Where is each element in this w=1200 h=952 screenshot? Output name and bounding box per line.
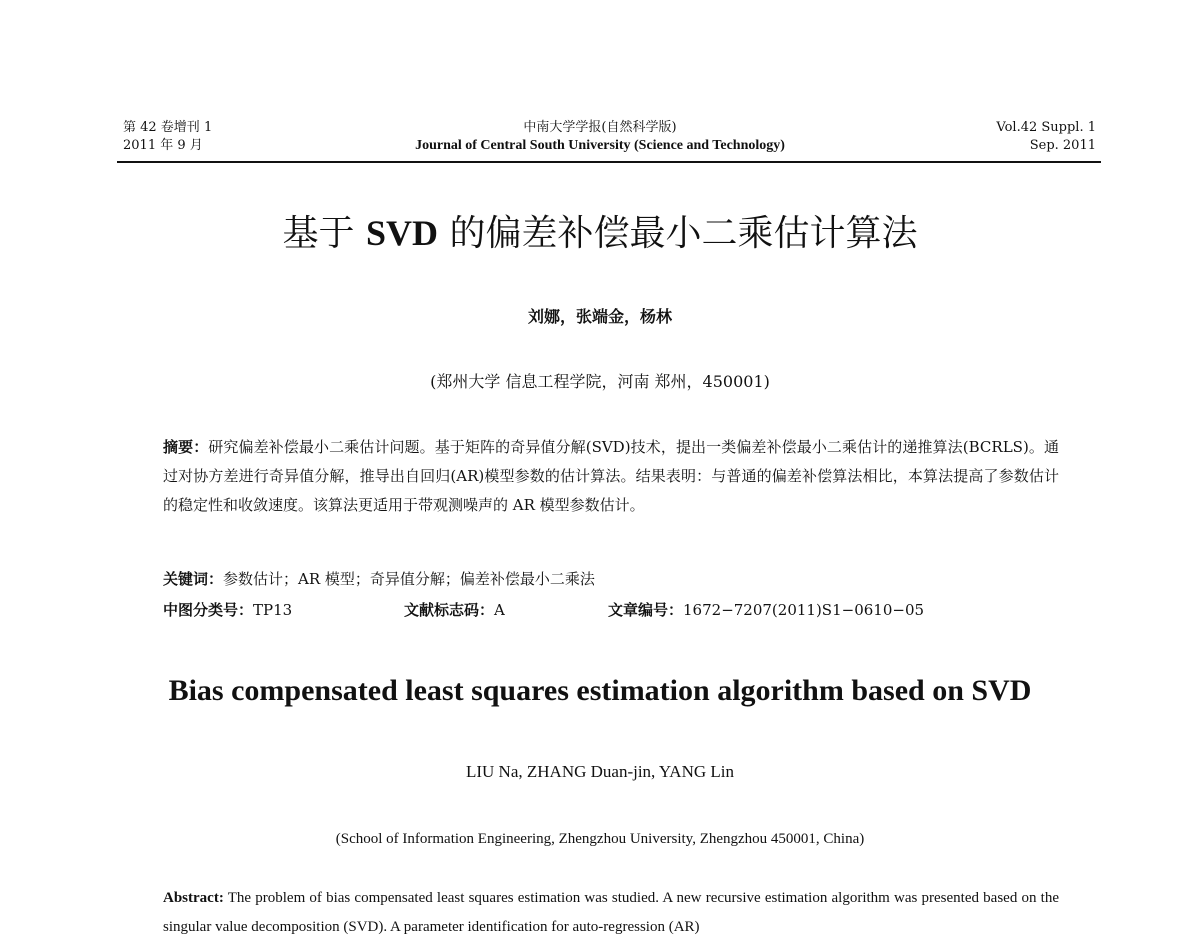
clc-value: TP13	[253, 601, 293, 619]
issue-date: 2011 年 9 月	[123, 138, 203, 153]
issue-info-en	[996, 119, 1096, 155]
title-suffix: 的偏差补偿最小二乘估计算法	[438, 213, 918, 254]
keywords-label-cn: 关键词：	[163, 570, 224, 588]
issue-volume: 第 42 卷增刊 1	[123, 120, 213, 135]
article-number	[608, 598, 924, 622]
document-code	[404, 598, 505, 622]
affiliation-cn: (郑州大学 信息工程学院，河南 郑州，450001)	[430, 372, 770, 391]
issue-info	[123, 119, 212, 155]
issue-volume-en: Vol.42 Suppl. 1	[996, 120, 1096, 135]
affiliation-en: (School of Information Engineering, Zhengzhou University, Zhengzhou 450001, China)	[335, 831, 865, 847]
article-number-value: 1672−7207(2011)S1−0610−05	[683, 601, 925, 619]
authors-en: LIU Na, ZHANG Duan-jin, YANG Lin	[465, 762, 734, 781]
paper-title-en: Bias compensated least squares estimation algorithm based on SVD	[168, 674, 1032, 707]
keywords-cn	[163, 567, 595, 591]
document-code-value: A	[494, 601, 505, 619]
document-code-label: 文献标志码：	[404, 601, 495, 619]
abstract-label-cn: 摘要：	[163, 438, 209, 456]
clc-label: 中图分类号：	[163, 601, 254, 619]
issue-date-en: Sep. 2011	[1029, 138, 1096, 153]
keywords-text-cn: 参数估计；AR 模型；奇异值分解；偏差补偿最小二乘法	[223, 570, 595, 588]
authors-cn: 刘娜，张端金，杨林	[527, 307, 672, 326]
article-number-label: 文章编号：	[608, 601, 684, 619]
abstract-text-cn: 研究偏差补偿最小二乘估计问题。基于矩阵的奇异值分解(SVD)技术，提出一类偏差补偿最小二乘估计的递推算法(BCRLS)。通过对协方差进行奇异值分解，推导出自回归(AR)模型参数的估计算法。结果表明：与普通的偏差补偿算法相比，本算法提高了参数估计的稳定性和收敛速度。该算法更适用于带观测噪声的 AR 模型参数估计。	[163, 438, 1059, 514]
header-rule	[117, 161, 1101, 163]
title-prefix: 基于	[282, 213, 366, 254]
journal-name	[300, 119, 900, 155]
abstract-cn	[163, 433, 1059, 520]
abstract-text-en: The problem of bias compensated least squares estimation was studied. A new recursive estimation algorithm was presented based on the singular value decomposition (SVD). A parameter identification for auto-regression (AR)	[163, 890, 1060, 935]
abstract-label-en: Abstract:	[163, 890, 224, 906]
paper-title-cn	[0, 209, 1200, 258]
journal-name-cn: 中南大学学报(自然科学版)	[523, 120, 677, 135]
journal-name-en: Journal of Central South University (Science and Technology)	[415, 138, 785, 153]
abstract-en	[163, 884, 1059, 942]
clc-number	[163, 598, 292, 622]
title-svd: SVD	[365, 213, 439, 253]
